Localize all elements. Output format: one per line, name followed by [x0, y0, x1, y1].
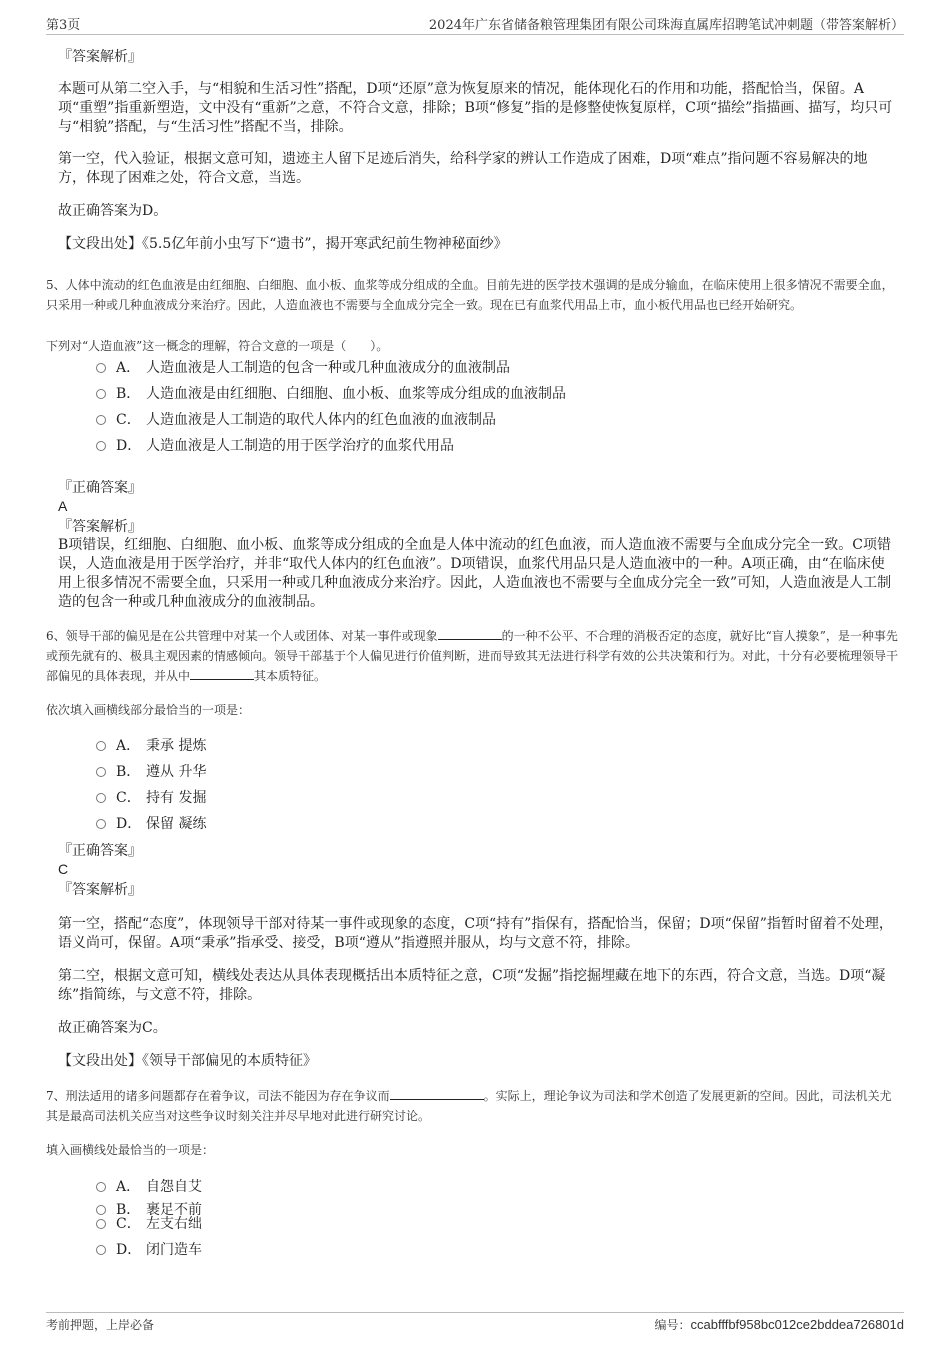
q6-stem: 6、领导干部的偏见是在公共管理中对某一个人或团体、对某一事件或现象 的一种不公平、不合理的消极否定的态度，就好比“盲人摸象”，是一种事先或预先就有的、极具主观因素的情感倾向。领导干部基于个人偏见进行价值判断，进而导致其无法进行科学有效的公共决策和行为。对此，十分有必要梳理领导干部偏见的具体表现，并从中 其本质特征。 — [46, 629, 899, 683]
q6-option-c[interactable]: C． 持有 发掘 — [96, 788, 206, 808]
q6-answer-label: 『正确答案』 — [58, 843, 142, 859]
fill-blank — [390, 1087, 484, 1100]
q7-option-b[interactable]: B． 裹足不前 — [96, 1200, 202, 1220]
q6-option-a[interactable]: A． 秉承 提炼 — [96, 736, 206, 756]
q6-answer: C — [58, 861, 69, 877]
q6-question: 依次填入画横线部分最恰当的一项是： — [46, 703, 251, 717]
radio-icon[interactable] — [96, 1245, 106, 1255]
q5-option-b[interactable]: B． 人造血液是由红细胞、白细胞、血小板、血浆等成分组成的血液制品 — [96, 384, 566, 404]
q6-source: 【文段出处】《领导干部偏见的本质特征》 — [58, 1053, 317, 1069]
q5-answer: A — [58, 498, 68, 514]
q6-analysis-label: 『答案解析』 — [58, 882, 142, 898]
q4-conclusion: 故正确答案为D。 — [58, 203, 168, 219]
q4-analysis-p2: 第一空，代入验证，根据文意可知，遗迹主人留下足迹后消失，给科学家的辨认工作造成了困难，D项“难点”指问题不容易解决的地方，体现了困难之处，符合文意，当选。 — [58, 151, 868, 186]
radio-icon[interactable] — [96, 1182, 106, 1192]
radio-icon[interactable] — [96, 363, 106, 373]
q7-stem: 7、刑法适用的诸多问题都存在着争议，司法不能因为存在争议而 。实际上，理论争议为司法和学术创造了发展更新的空间。因此，司法机关尤其是最高司法机关应当对这些争议时刻关注并尽早地对此进行研究讨论。 — [46, 1089, 892, 1123]
q5-analysis-label: 『答案解析』 — [58, 519, 142, 535]
radio-icon[interactable] — [96, 415, 106, 425]
q5-option-d[interactable]: D． 人造血液是人工制造的用于医学治疗的血浆代用品 — [96, 436, 454, 456]
document-code: 编号：ccabfffbf958bc012ce2bddea726801d — [654, 1317, 904, 1332]
radio-icon[interactable] — [96, 793, 106, 803]
q6-conclusion: 故正确答案为C。 — [58, 1020, 167, 1036]
q5-option-a[interactable]: A． 人造血液是人工制造的包含一种或几种血液成分的血液制品 — [96, 358, 510, 378]
radio-icon[interactable] — [96, 441, 106, 451]
q5-question: 下列对“人造血液”这一概念的理解，符合文意的一项是（ ）。 — [46, 339, 389, 353]
fill-blank-2 — [190, 667, 254, 680]
document-title: 2024年广东省储备粮管理集团有限公司珠海直属库招聘笔试冲刺题（带答案解析） — [428, 18, 904, 33]
q6-option-d[interactable]: D． 保留 凝练 — [96, 814, 206, 834]
page-header — [46, 12, 904, 35]
radio-icon[interactable] — [96, 389, 106, 399]
q4-source: 【文段出处】《5.5亿年前小虫写下“遗书”，揭开寒武纪前生物神秘面纱》 — [58, 236, 508, 252]
q7-question: 填入画横线处最恰当的一项是： — [46, 1143, 215, 1157]
radio-icon[interactable] — [96, 819, 106, 829]
q5-stem: 5、人体中流动的红色血液是由红细胞、白细胞、血小板、血浆等成分组成的全血。目前先进的医学技术强调的是成分输血，在临床使用上很多情况不需要全血，只采用一种或几种血液成分来治疗。因此，人造血液也不需要与全血成分完全一致。现在已有血浆代用品上市，血小板代用品也已经开始研究。 — [46, 278, 894, 312]
q5-option-c[interactable]: C． 人造血液是人工制造的取代人体内的红色血液的血液制品 — [96, 410, 496, 430]
footer-slogan: 考前押题，上岸必备 — [46, 1318, 155, 1332]
q6-analysis-p2: 第二空，根据文意可知，横线处表达从具体表现概括出本质特征之意，C项“发掘”指挖掘埋藏在地下的东西，符合文意，当选。D项“凝练”指简练，与文意不符，排除。 — [58, 968, 886, 1003]
radio-icon[interactable] — [96, 1219, 106, 1229]
q6-option-b[interactable]: B． 遵从 升华 — [96, 762, 206, 782]
page-footer — [46, 1312, 904, 1332]
radio-icon[interactable] — [96, 741, 106, 751]
q5-answer-label: 『正确答案』 — [58, 480, 142, 496]
q5-analysis: B项错误，红细胞、白细胞、血小板、血浆等成分组成的全血是人体中流动的红色血液，而人造血液不需要与全血成分完全一致。C项错误，人造血液是用于医学治疗，并非“取代人体内的红色血液”。D项错误，血浆代用品只是人造血液中的一种。A项正确，由“在临床使用上很多情况不需要全血，只采用一种或几种血液成分来治疗。因此，人造血液也不需要与全血成分完全一致”可知，人造血液是人工制造的包含一种或几种血液成分的血液制品。 — [58, 537, 892, 610]
q7-option-d[interactable]: D． 闭门造车 — [96, 1240, 202, 1260]
page-number: 第3页 — [46, 18, 81, 33]
q7-option-a[interactable]: A． 自怨自艾 — [96, 1177, 202, 1197]
fill-blank-1 — [438, 627, 502, 640]
radio-icon[interactable] — [96, 767, 106, 777]
q6-analysis-p1: 第一空，搭配“态度”，体现领导干部对待某一事件或现象的态度，C项“持有”指保有，搭配恰当，保留；D项“保留”指暂时留着不处理，语义尚可，保留。A项“秉承”指承受、接受，B项“遵从”指遵照并服从，均与文意不符，排除。 — [58, 916, 893, 951]
q7-option-c[interactable]: C． 左支右绌 — [96, 1214, 202, 1234]
q4-analysis-p1: 本题可从第二空入手，与“相貌和生活习性”搭配，D项“还原”意为恢复原来的情况，能体现化石的作用和功能，搭配恰当，保留。A项“重塑”指重新塑造，文中没有“重新”之意，不符合文意，排除；B项“修复”指的是修整使恢复原样，C项“描绘”指描画、描写，均只可与“相貌”搭配，与“生活习性”搭配不当，排除。 — [58, 81, 893, 135]
q4-analysis-label: 『答案解析』 — [58, 49, 142, 65]
